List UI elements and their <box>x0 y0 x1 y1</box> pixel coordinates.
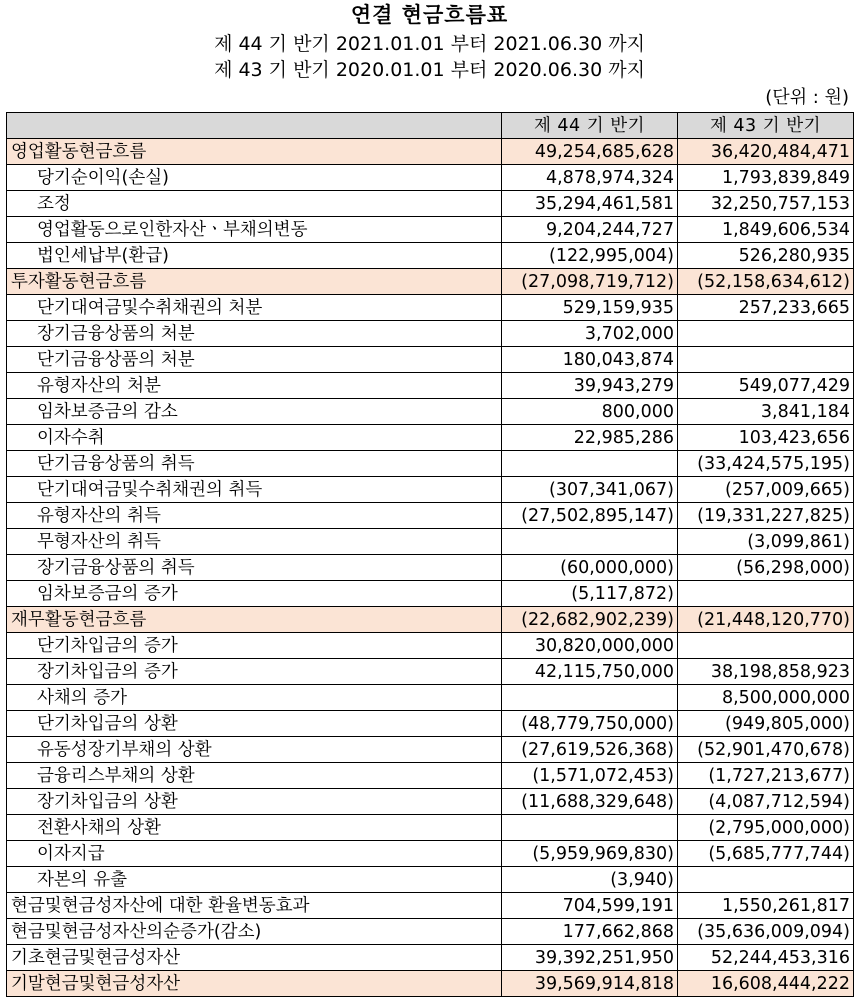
previous-period-value: (21,448,120,770) <box>678 607 854 633</box>
table-row <box>7 737 854 763</box>
current-period-value: 704,599,191 <box>502 893 678 919</box>
table-row <box>7 165 854 191</box>
current-period-value: (22,682,902,239) <box>502 607 678 633</box>
table-row <box>7 373 854 399</box>
previous-period-value <box>678 347 854 373</box>
previous-period-value: 36,420,484,471 <box>678 139 854 165</box>
current-period-value <box>502 815 678 841</box>
row-label: 이자수취 <box>7 425 502 451</box>
cash-flow-table <box>6 112 854 997</box>
previous-period-value: 1,550,261,817 <box>678 893 854 919</box>
current-period-value: 180,043,874 <box>502 347 678 373</box>
table-row <box>7 191 854 217</box>
table-header-row <box>7 113 854 139</box>
table-row <box>7 425 854 451</box>
previous-period-value: (5,685,777,744) <box>678 841 854 867</box>
row-label: 임차보증금의 증가 <box>7 581 502 607</box>
period-current: 제 44 기 반기 2021.01.01 부터 2021.06.30 까지 <box>214 33 645 55</box>
previous-period-value: (52,158,634,612) <box>678 269 854 295</box>
row-label: 단기금융상품의 취득 <box>7 451 502 477</box>
current-period-value <box>502 685 678 711</box>
header-previous-period: 제 43 기 반기 <box>678 113 854 139</box>
table-body <box>7 139 854 997</box>
previous-period-value: (949,805,000) <box>678 711 854 737</box>
table-row <box>7 711 854 737</box>
current-period-value: (11,688,329,648) <box>502 789 678 815</box>
row-label: 자본의 유출 <box>7 867 502 893</box>
current-period-value: (27,502,895,147) <box>502 503 678 529</box>
previous-period-value: 549,077,429 <box>678 373 854 399</box>
row-label: 영업활동현금흐름 <box>7 139 502 165</box>
row-label: 기초현금및현금성자산 <box>7 945 502 971</box>
table-row <box>7 685 854 711</box>
current-period-value <box>502 529 678 555</box>
row-label: 유형자산의 처분 <box>7 373 502 399</box>
current-period-value: (3,940) <box>502 867 678 893</box>
current-period-value: (48,779,750,000) <box>502 711 678 737</box>
table-row <box>7 243 854 269</box>
previous-period-value: 526,280,935 <box>678 243 854 269</box>
row-label: 사채의 증가 <box>7 685 502 711</box>
table-row <box>7 477 854 503</box>
section-row <box>7 971 854 997</box>
table-row <box>7 867 854 893</box>
previous-period-value <box>678 321 854 347</box>
row-label: 재무활동현금흐름 <box>7 607 502 633</box>
current-period-value: 800,000 <box>502 399 678 425</box>
row-label: 법인세납부(환급) <box>7 243 502 269</box>
row-label: 영업활동으로인한자산ㆍ부채의변동 <box>7 217 502 243</box>
row-label: 투자활동현금흐름 <box>7 269 502 295</box>
previous-period-value: 257,233,665 <box>678 295 854 321</box>
row-label: 임차보증금의 감소 <box>7 399 502 425</box>
current-period-value: 42,115,750,000 <box>502 659 678 685</box>
row-label: 장기금융상품의 취득 <box>7 555 502 581</box>
table-row <box>7 841 854 867</box>
previous-period-value: 16,608,444,222 <box>678 971 854 997</box>
table-row <box>7 763 854 789</box>
previous-period-value: 103,423,656 <box>678 425 854 451</box>
table-row <box>7 451 854 477</box>
table-row <box>7 945 854 971</box>
previous-period-value <box>678 581 854 607</box>
section-row <box>7 607 854 633</box>
current-period-value <box>502 451 678 477</box>
current-period-value: 529,159,935 <box>502 295 678 321</box>
current-period-value: 4,878,974,324 <box>502 165 678 191</box>
previous-period-value: 8,500,000,000 <box>678 685 854 711</box>
current-period-value: 39,569,914,818 <box>502 971 678 997</box>
current-period-value: 49,254,685,628 <box>502 139 678 165</box>
row-label: 무형자산의 취득 <box>7 529 502 555</box>
row-label: 유동성장기부채의 상환 <box>7 737 502 763</box>
current-period-value: (307,341,067) <box>502 477 678 503</box>
row-label: 장기금융상품의 처분 <box>7 321 502 347</box>
row-label: 이자지급 <box>7 841 502 867</box>
table-row <box>7 581 854 607</box>
section-row <box>7 269 854 295</box>
table-row <box>7 347 854 373</box>
row-label: 단기금융상품의 처분 <box>7 347 502 373</box>
statement-title: 연결 현금흐름표 <box>350 3 509 27</box>
table-row <box>7 815 854 841</box>
current-period-value: (122,995,004) <box>502 243 678 269</box>
current-period-value: (5,959,969,830) <box>502 841 678 867</box>
row-label: 단기차입금의 상환 <box>7 711 502 737</box>
current-period-value: (60,000,000) <box>502 555 678 581</box>
current-period-value: 9,204,244,727 <box>502 217 678 243</box>
previous-period-value: (52,901,470,678) <box>678 737 854 763</box>
previous-period-value: 52,244,453,316 <box>678 945 854 971</box>
current-period-value: (1,571,072,453) <box>502 763 678 789</box>
previous-period-value: (257,009,665) <box>678 477 854 503</box>
table-row <box>7 217 854 243</box>
current-period-value: 39,392,251,950 <box>502 945 678 971</box>
row-label: 당기순이익(손실) <box>7 165 502 191</box>
previous-period-value: 32,250,757,153 <box>678 191 854 217</box>
row-label: 조정 <box>7 191 502 217</box>
row-label: 단기대여금및수취채권의 취득 <box>7 477 502 503</box>
previous-period-value <box>678 867 854 893</box>
table-row <box>7 503 854 529</box>
unit-label: (단위 : 원) <box>765 87 849 108</box>
previous-period-value: (56,298,000) <box>678 555 854 581</box>
previous-period-value: 1,849,606,534 <box>678 217 854 243</box>
previous-period-value: (33,424,575,195) <box>678 451 854 477</box>
previous-period-value: (1,727,213,677) <box>678 763 854 789</box>
row-label: 전환사채의 상환 <box>7 815 502 841</box>
current-period-value: 3,702,000 <box>502 321 678 347</box>
current-period-value: (5,117,872) <box>502 581 678 607</box>
current-period-value: 22,985,286 <box>502 425 678 451</box>
table-row <box>7 893 854 919</box>
current-period-value: (27,098,719,712) <box>502 269 678 295</box>
previous-period-value: (3,099,861) <box>678 529 854 555</box>
current-period-value: 30,820,000,000 <box>502 633 678 659</box>
table-row <box>7 789 854 815</box>
previous-period-value: (19,331,227,825) <box>678 503 854 529</box>
current-period-value: 39,943,279 <box>502 373 678 399</box>
table-row <box>7 633 854 659</box>
period-previous: 제 43 기 반기 2020.01.01 부터 2020.06.30 까지 <box>214 59 645 81</box>
row-label: 유형자산의 취득 <box>7 503 502 529</box>
current-period-value: 177,662,868 <box>502 919 678 945</box>
row-label: 현금및현금성자산에 대한 환율변동효과 <box>7 893 502 919</box>
current-period-value: 35,294,461,581 <box>502 191 678 217</box>
previous-period-value <box>678 633 854 659</box>
previous-period-value: 38,198,858,923 <box>678 659 854 685</box>
row-label: 장기차입금의 상환 <box>7 789 502 815</box>
row-label: 단기차입금의 증가 <box>7 633 502 659</box>
section-row <box>7 139 854 165</box>
row-label: 현금및현금성자산의순증가(감소) <box>7 919 502 945</box>
previous-period-value: (4,087,712,594) <box>678 789 854 815</box>
table-row <box>7 399 854 425</box>
table-row <box>7 555 854 581</box>
table-row <box>7 321 854 347</box>
previous-period-value: 1,793,839,849 <box>678 165 854 191</box>
table-row <box>7 659 854 685</box>
row-label: 기말현금및현금성자산 <box>7 971 502 997</box>
header-current-period: 제 44 기 반기 <box>502 113 678 139</box>
table-row <box>7 919 854 945</box>
row-label: 장기차입금의 증가 <box>7 659 502 685</box>
previous-period-value: 3,841,184 <box>678 399 854 425</box>
table-row <box>7 529 854 555</box>
previous-period-value: (35,636,009,094) <box>678 919 854 945</box>
header-label-column <box>7 113 502 139</box>
row-label: 금융리스부채의 상환 <box>7 763 502 789</box>
previous-period-value: (2,795,000,000) <box>678 815 854 841</box>
row-label: 단기대여금및수취채권의 처분 <box>7 295 502 321</box>
current-period-value: (27,619,526,368) <box>502 737 678 763</box>
table-row <box>7 295 854 321</box>
